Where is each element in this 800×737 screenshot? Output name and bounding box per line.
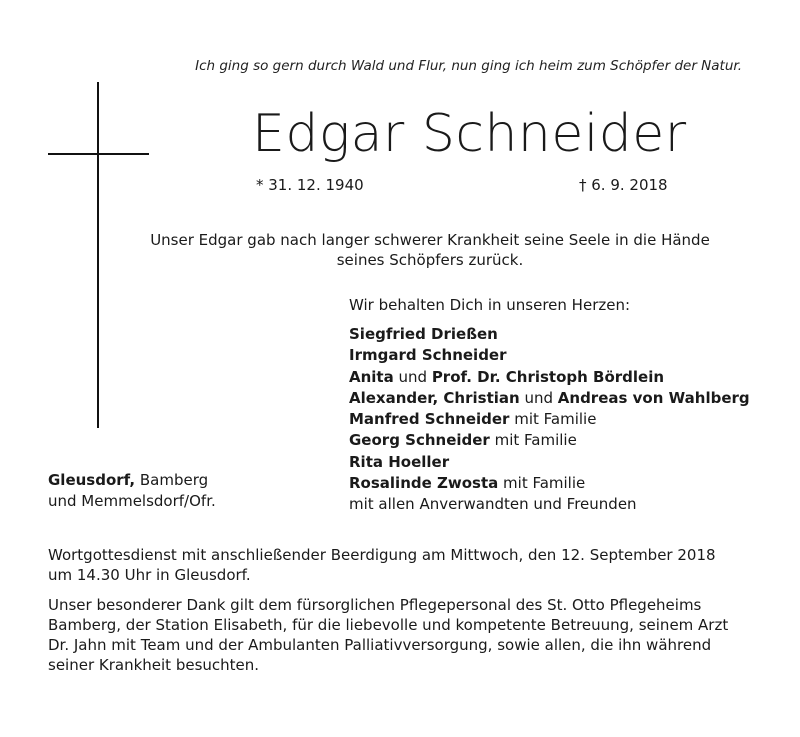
mourner-line: [349, 345, 750, 366]
mourner-line: [349, 430, 750, 451]
mourner-name: Prof. Dr. Christoph Bördlein: [431, 367, 665, 386]
mourner-line: [349, 324, 750, 345]
service-notice: [48, 545, 758, 585]
death-date: † 6. 9. 2018: [579, 176, 668, 194]
thanks-line: Unser besonderer Dank gilt dem fürsorglichen Pflegepersonal des St. Otto Pflegeheims: [48, 596, 702, 614]
mourner-name: Alexander, Christian: [349, 388, 520, 407]
mourner-line: [349, 409, 750, 430]
cross-vertical-bar: [97, 82, 99, 428]
thanks-notice: [48, 595, 758, 675]
mourner-connector: mit allen Anverwandten und Freunden: [349, 495, 637, 514]
mourner-name: Rosalinde Zwosta: [349, 474, 499, 493]
place-line: [48, 470, 216, 491]
mourner-connector: mit Familie: [509, 410, 597, 429]
mourner-name: Siegfried Drießen: [349, 325, 498, 343]
cross-horizontal-bar: [48, 153, 149, 155]
mourner-line: [349, 494, 750, 515]
place-town-rest: Bamberg: [135, 471, 209, 489]
mourner-name: Rita Hoeller: [349, 452, 450, 471]
place-block: [48, 470, 216, 513]
mourner-line: [349, 473, 750, 494]
mourner-name: Georg Schneider: [349, 431, 490, 450]
thanks-line: Dr. Jahn mit Team und der Ambulanten Palliativversorgung, sowie allen, die ihn während: [48, 636, 712, 654]
service-line: Wortgottesdienst mit anschließender Beerdigung am Mittwoch, den 12. September 2018: [48, 546, 716, 564]
mourner-line: [349, 388, 750, 409]
service-line: um 14.30 Uhr in Gleusdorf.: [48, 566, 251, 584]
motto-verse: Ich ging so gern durch Wald und Flur, nun ging ich heim zum Schöpfer der Natur.: [195, 58, 742, 74]
thanks-line: seiner Krankheit besuchten.: [48, 656, 260, 674]
birth-date: * 31. 12. 1940: [256, 176, 364, 194]
mourners-heading: Wir behalten Dich in unseren Herzen:: [349, 296, 631, 314]
mourner-name: Irmgard Schneider: [349, 346, 507, 365]
place-town: Gleusdorf,: [48, 471, 136, 489]
mourner-connector: mit Familie: [498, 474, 586, 493]
intro-text: [150, 230, 710, 270]
mourner-connector: und: [519, 388, 558, 407]
mourner-connector: mit Familie: [489, 431, 577, 450]
mourners-list: [349, 324, 750, 516]
intro-line: seines Schöpfers zurück.: [336, 251, 524, 269]
mourner-name: Andreas von Wahlberg: [557, 388, 750, 407]
intro-line: Unser Edgar gab nach langer schwerer Krankheit seine Seele in die Hände: [150, 231, 710, 249]
mourner-name: Manfred Schneider: [349, 410, 510, 429]
place-line-2: und Memmelsdorf/Ofr.: [48, 492, 216, 511]
thanks-line: Bamberg, der Station Elisabeth, für die liebevolle und kompetente Betreuung, seinem Arzt: [48, 616, 729, 634]
deceased-name: Edgar Schneider: [252, 104, 687, 164]
mourner-line: [349, 452, 750, 473]
mourner-line: [349, 367, 750, 388]
mourner-name: Anita: [349, 367, 394, 386]
mourner-connector: und: [393, 367, 432, 386]
